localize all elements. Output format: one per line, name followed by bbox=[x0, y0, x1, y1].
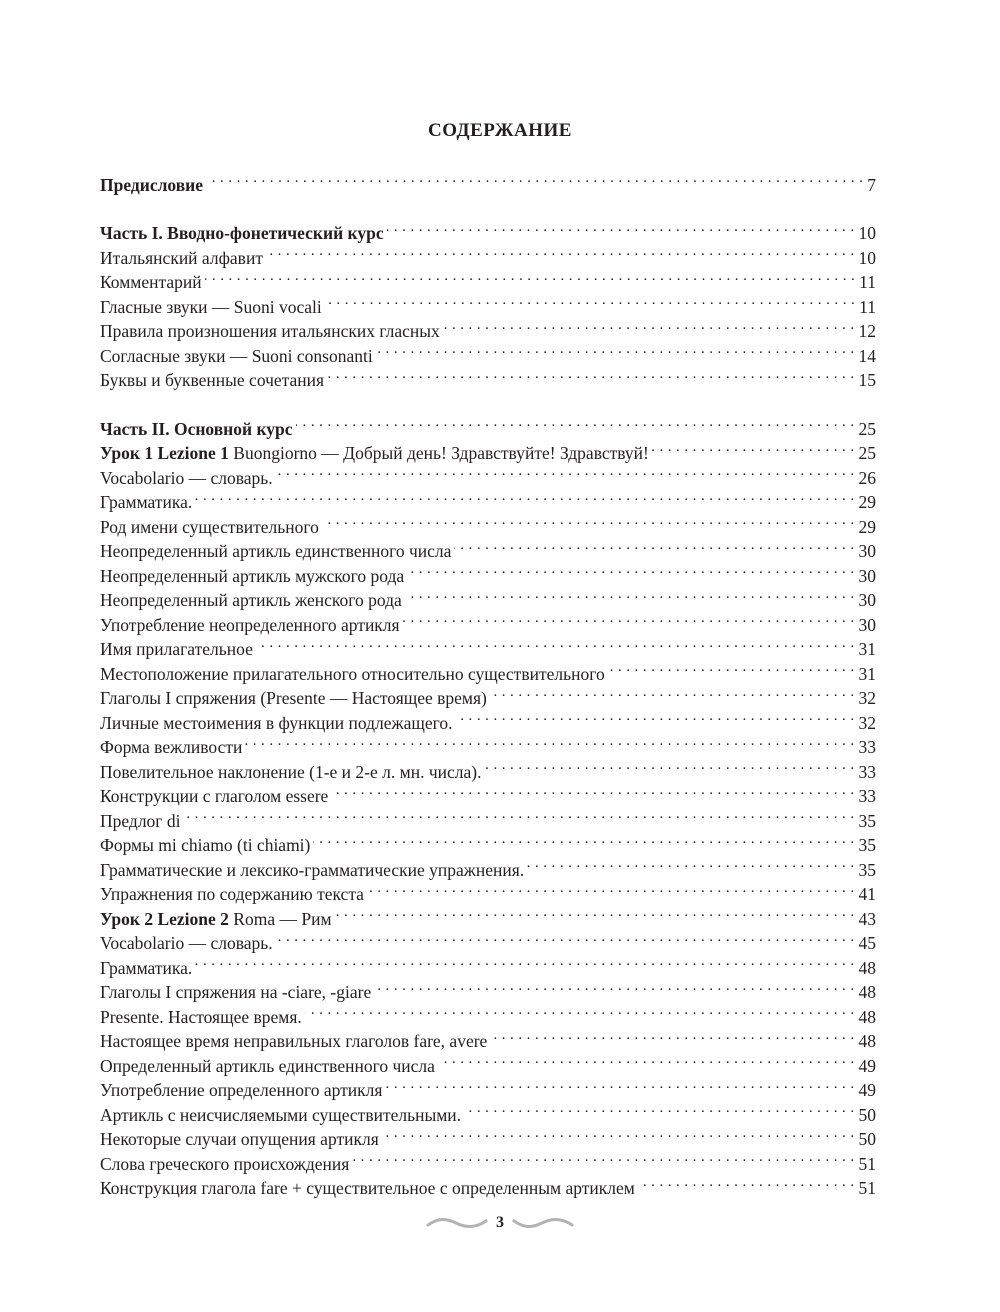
toc-entry-page: 15 bbox=[858, 370, 876, 390]
toc-entry[interactable] bbox=[100, 508, 876, 537]
toc-entry-page: 35 bbox=[858, 810, 876, 831]
toc-entry-label bbox=[100, 368, 324, 393]
toc-entry-text: Слова греческого происхождения bbox=[100, 1153, 350, 1174]
toc-entry-page: 48 bbox=[858, 982, 876, 1002]
toc-entry-text: Определенный артикль единственного числа bbox=[100, 1055, 435, 1076]
dot-leader bbox=[387, 215, 855, 240]
toc-entry-text: Артикль с неисчисляемыми существительными. bbox=[100, 1104, 462, 1125]
toc-entry-text: Грамматика. bbox=[100, 957, 193, 978]
toc-entry-part-heading[interactable] bbox=[100, 215, 876, 243]
toc-entry-text: Конструкция глагола fare + существительное с определенным артиклем bbox=[100, 1178, 635, 1198]
dot-leader bbox=[256, 631, 855, 656]
toc-entry-text: Форма вежливости bbox=[100, 737, 243, 757]
toc-entry-label bbox=[100, 833, 310, 858]
toc-entry-text: Предлог di bbox=[100, 810, 181, 831]
toc-entry-text: Комментарий bbox=[100, 272, 202, 292]
toc-entry-text: Настоящее время неправильных глаголов fare, avere bbox=[100, 1031, 488, 1051]
toc-entry-label bbox=[100, 490, 192, 515]
toc-entry-text: Буквы и буквенные сочетания bbox=[100, 370, 325, 390]
toc-entry-page: 35 bbox=[858, 859, 876, 880]
toc-entry-text: Глаголы I спряжения на -ciare, -giare bbox=[100, 982, 372, 1002]
dot-leader bbox=[335, 900, 855, 925]
toc-entry-page: 14 bbox=[858, 345, 876, 366]
toc-entry-label bbox=[100, 564, 404, 589]
toc-entry[interactable] bbox=[100, 288, 876, 317]
toc-entry-page: 50 bbox=[858, 1129, 876, 1149]
toc-entry-label bbox=[100, 956, 192, 981]
toc-entry-text: Vocabolario — словарь. bbox=[100, 933, 273, 953]
toc-entry-page: 10 bbox=[858, 247, 876, 268]
toc-entry-label bbox=[100, 515, 319, 540]
toc-entry-text: Некоторые случаи опущения артикля bbox=[100, 1129, 379, 1149]
dot-leader bbox=[454, 533, 854, 558]
toc-entry-page: 12 bbox=[858, 321, 876, 341]
toc-entry-label bbox=[100, 1029, 487, 1054]
dot-leader bbox=[183, 802, 854, 827]
toc-entry-text: Местоположение прилагательного относительно существительного bbox=[100, 663, 605, 684]
toc-section-part-1 bbox=[100, 215, 876, 390]
toc-entry-page: 26 bbox=[858, 467, 876, 488]
toc-entry-text: Итальянский алфавит bbox=[100, 247, 263, 268]
toc-entry-page: 51 bbox=[858, 1153, 876, 1174]
dot-leader bbox=[367, 876, 855, 901]
toc-entry-label bbox=[100, 882, 364, 907]
dot-leader bbox=[385, 1072, 854, 1097]
dot-leader bbox=[464, 1096, 854, 1121]
toc-entry-page: 48 bbox=[858, 1031, 876, 1051]
toc-entry-page: 11 bbox=[859, 296, 876, 317]
toc-entry-text: Гласные звуки — Suoni vocali bbox=[100, 296, 322, 317]
page-title: СОДЕРЖАНИЕ bbox=[428, 120, 572, 141]
toc-entry-text: Личные местоимения в функции подлежащего. bbox=[100, 712, 453, 733]
toc-entry-text: Согласные звуки — Suoni consonanti bbox=[100, 345, 373, 366]
toc-entry-page: 11 bbox=[859, 272, 876, 292]
toc-entry-page: 29 bbox=[858, 516, 876, 537]
dot-leader bbox=[652, 435, 855, 460]
toc-entry-label bbox=[100, 809, 180, 834]
toc-entry-bold-label: Часть II. Основной курс bbox=[100, 418, 293, 439]
toc-entry-label bbox=[100, 686, 487, 711]
toc-entry-text: Повелительное наклонение (1-е и 2-е л. мн. числа). bbox=[100, 761, 482, 782]
toc-entry-page: 31 bbox=[858, 663, 876, 684]
toc-entry-page: 30 bbox=[858, 541, 876, 561]
toc-entry-bold-label: Урок 1 Lezione 1 bbox=[100, 443, 229, 463]
dot-leader bbox=[456, 704, 855, 729]
right-wave-ornament-icon bbox=[512, 1216, 574, 1230]
dot-leader bbox=[490, 680, 855, 705]
toc-entry-text: Употребление определенного артикля bbox=[100, 1080, 383, 1100]
toc-entry-label bbox=[100, 295, 322, 320]
dot-leader bbox=[352, 1145, 854, 1170]
toc-entry-page: 32 bbox=[858, 712, 876, 733]
toc-entry-text: Roma — Рим bbox=[228, 908, 332, 929]
dot-leader bbox=[376, 337, 855, 362]
toc-entry-page: 49 bbox=[858, 1055, 876, 1076]
toc-entry-page: 33 bbox=[858, 737, 876, 757]
toc-entry[interactable] bbox=[100, 949, 876, 978]
toc-entry-label bbox=[100, 417, 293, 442]
toc-entry-page: 10 bbox=[858, 223, 876, 243]
dot-leader bbox=[195, 484, 854, 509]
dot-leader bbox=[608, 655, 855, 680]
toc-entry-text: Buongiorno — Добрый день! Здравствуйте! Здравствуй! bbox=[228, 443, 649, 463]
toc-entry-page: 48 bbox=[858, 1006, 876, 1027]
dot-leader bbox=[245, 729, 854, 754]
toc-entry-text: Vocabolario — словарь. bbox=[100, 467, 273, 488]
toc-entry-page: 29 bbox=[858, 492, 876, 512]
dot-leader bbox=[305, 998, 855, 1023]
left-wave-ornament-icon bbox=[426, 1216, 488, 1230]
toc-entry[interactable] bbox=[100, 827, 876, 855]
toc-entry-label bbox=[100, 1176, 635, 1201]
toc-entry-text: Имя прилагательное bbox=[100, 639, 253, 659]
toc-entry-preface[interactable] bbox=[100, 166, 876, 195]
dot-leader bbox=[327, 362, 854, 387]
toc-entry-label bbox=[100, 1078, 382, 1103]
dot-leader bbox=[403, 606, 855, 631]
toc-entry-label bbox=[100, 1005, 302, 1030]
toc-entry-text: Presente. Настоящее время. bbox=[100, 1006, 302, 1027]
toc-entry-label: Предисловие bbox=[100, 174, 204, 195]
toc-entry-page: 25 bbox=[858, 443, 876, 463]
toc-section-preface bbox=[100, 166, 876, 195]
toc-entry-page: 51 bbox=[858, 1178, 876, 1198]
dot-leader bbox=[322, 508, 855, 533]
toc-entry-label bbox=[100, 1152, 349, 1177]
toc-entry-text: Употребление неопределенного артикля bbox=[100, 614, 400, 635]
toc-entry-page: 33 bbox=[858, 786, 876, 806]
table-of-contents bbox=[100, 166, 876, 1198]
toc-entry-bold-label: Часть I. Вводно-фонетический курс bbox=[100, 223, 384, 243]
toc-entry-bold-label: Урок 2 Lezione 2 bbox=[100, 908, 229, 929]
toc-entry-page: 30 bbox=[858, 614, 876, 635]
toc-entry-text: Упражнения по содержанию текста bbox=[100, 884, 364, 904]
dot-leader bbox=[527, 851, 854, 876]
toc-entry-label bbox=[100, 735, 242, 760]
dot-leader bbox=[382, 1121, 855, 1146]
toc-entry-page: 45 bbox=[858, 933, 876, 953]
toc-entry-page: 31 bbox=[858, 639, 876, 659]
toc-entry-page: 32 bbox=[858, 688, 876, 708]
toc-entry[interactable] bbox=[100, 484, 876, 512]
dot-leader bbox=[276, 925, 855, 950]
toc-entry-text: Неопределенный артикль мужского рода bbox=[100, 565, 405, 586]
dot-leader bbox=[638, 1170, 855, 1195]
dot-leader bbox=[484, 753, 854, 778]
toc-entry-page: 41 bbox=[858, 884, 876, 904]
dot-leader bbox=[266, 239, 855, 264]
toc-entry-text: Неопределенный артикль женского рода bbox=[100, 590, 402, 610]
toc-entry-page: 7 bbox=[867, 174, 876, 195]
toc-entry-label bbox=[100, 588, 402, 613]
dot-leader bbox=[490, 1023, 854, 1048]
toc-entry[interactable] bbox=[100, 802, 876, 831]
toc-entry-text: Род имени существительного bbox=[100, 516, 319, 537]
toc-entry-page: 30 bbox=[858, 590, 876, 610]
toc-entry-part-heading[interactable] bbox=[100, 410, 876, 439]
dot-leader bbox=[195, 949, 854, 974]
toc-entry-page: 33 bbox=[858, 761, 876, 782]
toc-entry-page: 50 bbox=[858, 1104, 876, 1125]
toc-entry-page: 30 bbox=[858, 565, 876, 586]
toc-entry-text: Грамматические и лексико-грамматические упражнения. bbox=[100, 859, 525, 880]
dot-leader bbox=[296, 410, 855, 435]
toc-entry-page: 49 bbox=[858, 1080, 876, 1100]
dot-leader bbox=[331, 778, 854, 803]
dot-leader bbox=[325, 288, 855, 313]
toc-entry-label bbox=[100, 637, 253, 662]
toc-entry-text: Грамматика. bbox=[100, 492, 193, 512]
toc-entry-text: Формы mi chiamo (ti chiami) bbox=[100, 835, 311, 855]
dot-leader bbox=[205, 264, 856, 289]
dot-leader bbox=[438, 1047, 855, 1072]
toc-entry-label bbox=[100, 1127, 379, 1152]
dot-leader bbox=[374, 974, 854, 999]
toc-entry-text: Правила произношения итальянских гласных bbox=[100, 321, 440, 341]
dot-leader bbox=[407, 557, 854, 582]
page-number: 3 bbox=[496, 1214, 504, 1231]
dot-leader bbox=[443, 313, 855, 338]
toc-entry-page: 25 bbox=[858, 418, 876, 439]
toc-entry[interactable] bbox=[100, 974, 876, 1002]
dot-leader bbox=[276, 459, 855, 484]
toc-entry-text: Неопределенный артикль единственного числа bbox=[100, 541, 452, 561]
toc-entry-page: 48 bbox=[858, 957, 876, 978]
toc-entry-label bbox=[100, 270, 202, 295]
dot-leader bbox=[405, 582, 855, 607]
toc-entry-page: 35 bbox=[858, 835, 876, 855]
dot-leader bbox=[313, 827, 854, 852]
toc-entry-label bbox=[100, 539, 451, 564]
toc-section-part-2 bbox=[100, 410, 876, 1198]
toc-entry-text: Конструкции с глаголом essere bbox=[100, 786, 329, 806]
page-footer bbox=[0, 1214, 1000, 1232]
toc-entry[interactable] bbox=[100, 264, 876, 292]
toc-entry-page: 43 bbox=[858, 908, 876, 929]
dot-leader bbox=[206, 166, 863, 191]
toc-entry-text: Глаголы I спряжения (Presente — Настоящее время) bbox=[100, 688, 487, 708]
